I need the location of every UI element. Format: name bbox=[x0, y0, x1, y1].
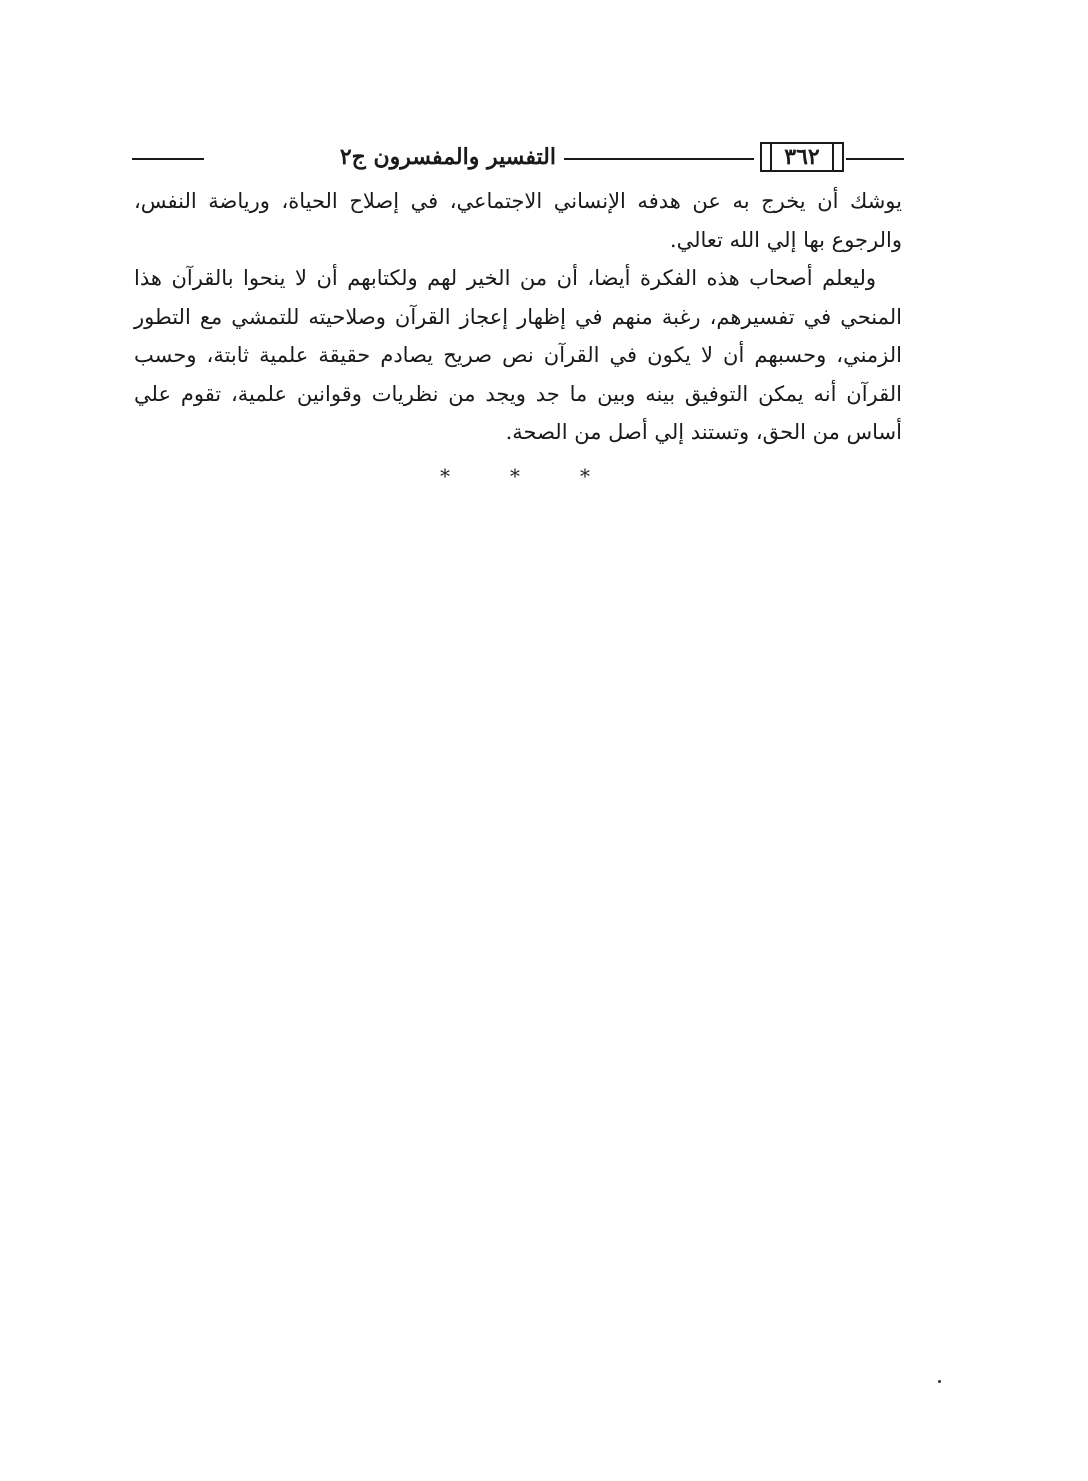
book-title: التفسير والمفسرون ج٢ bbox=[339, 144, 556, 170]
paragraph-1: يوشك أن يخرج به عن هدفه الإنساني الاجتماعي، في إصلاح الحياة، ورياضة النفس، والرجوع بها إلي الله تعالي. bbox=[134, 189, 902, 252]
separator-star: * bbox=[580, 464, 590, 488]
section-separator bbox=[440, 464, 590, 488]
header-rule-left bbox=[132, 158, 204, 160]
separator-star: * bbox=[440, 464, 450, 488]
paragraph-2: وليعلم أصحاب هذه الفكرة أيضا، أن من الخير لهم ولكتابهم أن لا ينحوا بالقرآن هذا المنحي في تفسيرهم، رغبة منهم في إظهار إعجاز القرآن وصلاحيته للتمشي مع التطور الزمني، وحسبهم أن لا يكون في القرآن نص صريح يصادم حقيقة علمية ثابتة، وحسب القرآن أنه يمكن التوفيق بينه وبين ما جد ويجد من نظريات وقوانين علمية، تقوم علي أساس من الحق، وتستند إلي أصل من الصحة. bbox=[134, 266, 902, 444]
body-text bbox=[134, 182, 902, 452]
header-rule-right bbox=[846, 158, 904, 160]
running-header bbox=[132, 138, 904, 180]
scan-speck bbox=[938, 1380, 941, 1383]
separator-star: * bbox=[510, 464, 520, 488]
header-rule-middle bbox=[564, 158, 754, 160]
page-number: ٣٦٢ bbox=[760, 142, 844, 172]
